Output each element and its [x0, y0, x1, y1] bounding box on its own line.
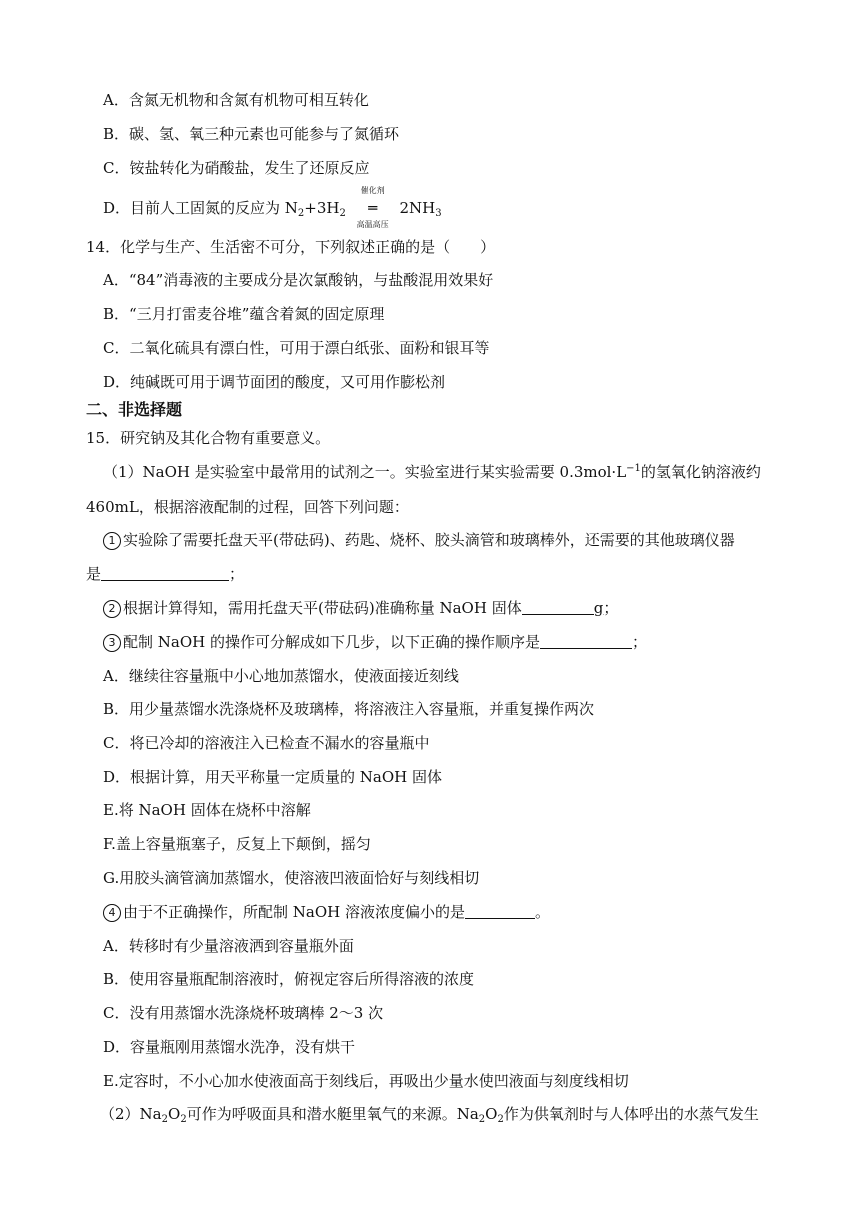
- condition-temp-pressure: 高温高压: [356, 220, 389, 229]
- step-e: E.将 NaOH 固体在烧杯中溶解: [103, 801, 311, 819]
- q13-d-product: 2NH: [399, 199, 436, 217]
- q15-sub4-text: 由于不正确操作，所配制 NaOH 溶液浓度偏小的是: [123, 903, 465, 921]
- q15-part1-line1: [103, 462, 761, 482]
- reaction-condition: [351, 186, 395, 229]
- q15-p2-sub4: 2: [497, 1114, 504, 1125]
- q15-sub3-text: 配制 NaOH 的操作可分解成如下几步，以下正确的操作顺序是: [123, 633, 540, 651]
- circle-number-4: 4: [103, 904, 121, 922]
- q13-d-mid: +3H: [304, 199, 340, 217]
- answer-blank-4[interactable]: [465, 903, 535, 919]
- q15-sub2: [103, 598, 618, 618]
- q15-sub2-unit: g: [593, 599, 604, 617]
- q13-d-sub1: 2: [297, 208, 305, 219]
- q15-sub1-end: ；: [229, 565, 245, 583]
- q15-p2-sub2: 2: [180, 1114, 187, 1125]
- q14-option-c: C．二氧化硫具有漂白性，可用于漂白纸张、面粉和银耳等: [103, 339, 490, 357]
- q14-stem: 14．化学与生产、生活密不可分，下列叙述正确的是（ ）: [86, 238, 496, 256]
- q13-d-prefix: D．目前人工固氮的反应为 N: [103, 199, 298, 217]
- condition-catalyst: 催化剂: [360, 186, 385, 195]
- answer-blank-2[interactable]: [522, 599, 594, 615]
- q15-sub3-end: ；: [632, 633, 648, 651]
- section-heading: 二、非选择题: [86, 400, 183, 419]
- step-c: C．将已冷却的溶液注入已检查不漏水的容量瓶中: [103, 734, 430, 752]
- q14-option-b: B．“三月打雷麦谷堆”蕴含着氮的固定原理: [103, 305, 385, 323]
- q15-sub4-end: 。: [535, 903, 551, 921]
- step-b: B．用少量蒸馏水洗涤烧杯及玻璃棒，将溶液注入容量瓶，并重复操作两次: [103, 700, 595, 718]
- q15-sub1-text: 实验除了需要托盘天平(带砝码)、药匙、烧杯、胶头滴管和玻璃棒外，还需要的其他玻璃仪器: [123, 531, 735, 549]
- q13-d-sub3: 3: [435, 208, 442, 219]
- q15-p2-e: 作为供氧剂时与人体呼出的水蒸气发生: [503, 1105, 759, 1123]
- error-e: E.定容时，不小心加水使液面高于刻线后，再吸出少量水使凹液面与刻度线相切: [103, 1072, 629, 1090]
- q13-option-c: C．铵盐转化为硝酸盐，发生了还原反应: [103, 159, 370, 177]
- q13-d-sub2: 2: [339, 208, 346, 219]
- error-d: D．容量瓶刚用蒸馏水洗净，没有烘干: [103, 1038, 356, 1056]
- q15-part1-line2: 460mL，根据溶液配制的过程，回答下列问题：: [86, 498, 409, 516]
- q15-p2-c: 可作为呼吸面具和潜水艇里氧气的来源。Na: [186, 1105, 479, 1123]
- q15-part2: [100, 1104, 759, 1124]
- q15-p1-text-a: （1）NaOH 是实验室中最常用的试剂之一。实验室进行某实验需要 0.3mol·L: [103, 463, 627, 481]
- circle-number-2: 2: [103, 600, 121, 618]
- q14-option-d: D．纯碱既可用于调节面团的酸度，又可用作膨松剂: [103, 373, 446, 391]
- step-g: G.用胶头滴管滴加蒸馏水，使溶液凹液面恰好与刻线相切: [103, 869, 480, 887]
- circle-number-1: 1: [103, 532, 121, 550]
- q15-p2-sub1: 2: [161, 1114, 168, 1125]
- q15-sub1-line2: [86, 564, 244, 584]
- q15-p2-d: O: [485, 1105, 498, 1123]
- step-f: F.盖上容量瓶塞子，反复上下颠倒，摇匀: [103, 835, 371, 853]
- q13-option-a: A．含氮无机物和含氮有机物可相互转化: [103, 91, 369, 109]
- q15-sub2-end: ；: [603, 599, 619, 617]
- error-b: B．使用容量瓶配制溶液时，俯视定容后所得溶液的浓度: [103, 970, 475, 988]
- q15-sub1-line1: [103, 530, 735, 550]
- error-c: C．没有用蒸馏水洗涤烧杯玻璃棒 2～3 次: [103, 1004, 384, 1022]
- error-a: A．转移时有少量溶液洒到容量瓶外面: [103, 937, 354, 955]
- step-d: D．根据计算，用天平称量一定质量的 NaOH 固体: [103, 768, 443, 786]
- q15-p1-text-b: 的氢氧化钠溶液约: [640, 463, 761, 481]
- q14-option-a: A．“84”消毒液的主要成分是次氯酸钠，与盐酸混用效果好: [103, 271, 494, 289]
- circle-number-3: 3: [103, 634, 121, 652]
- q15-sub4: [103, 902, 550, 922]
- q15-p2-a: （2）Na: [100, 1105, 162, 1123]
- q15-sub2-text: 根据计算得知，需用托盘天平(带砝码)准确称量 NaOH 固体: [123, 599, 522, 617]
- q15-sub1-text-b: 是: [86, 565, 102, 583]
- q15-sub3: [103, 632, 647, 652]
- answer-blank-1[interactable]: [101, 565, 229, 581]
- condition-equals: ═: [368, 199, 378, 217]
- q15-p1-sup: −1: [626, 463, 641, 474]
- q15-p2-sub3: 2: [478, 1114, 486, 1125]
- q15-p2-b: O: [168, 1105, 181, 1123]
- q13-option-b: B．碳、氢、氧三种元素也可能参与了氮循环: [103, 125, 400, 143]
- step-a: A．继续往容量瓶中小心地加蒸馏水，使液面接近刻线: [103, 667, 459, 685]
- answer-blank-3[interactable]: [540, 633, 632, 649]
- q15-stem: 15．研究钠及其化合物有重要意义。: [86, 429, 331, 447]
- q13-option-d: [103, 186, 442, 229]
